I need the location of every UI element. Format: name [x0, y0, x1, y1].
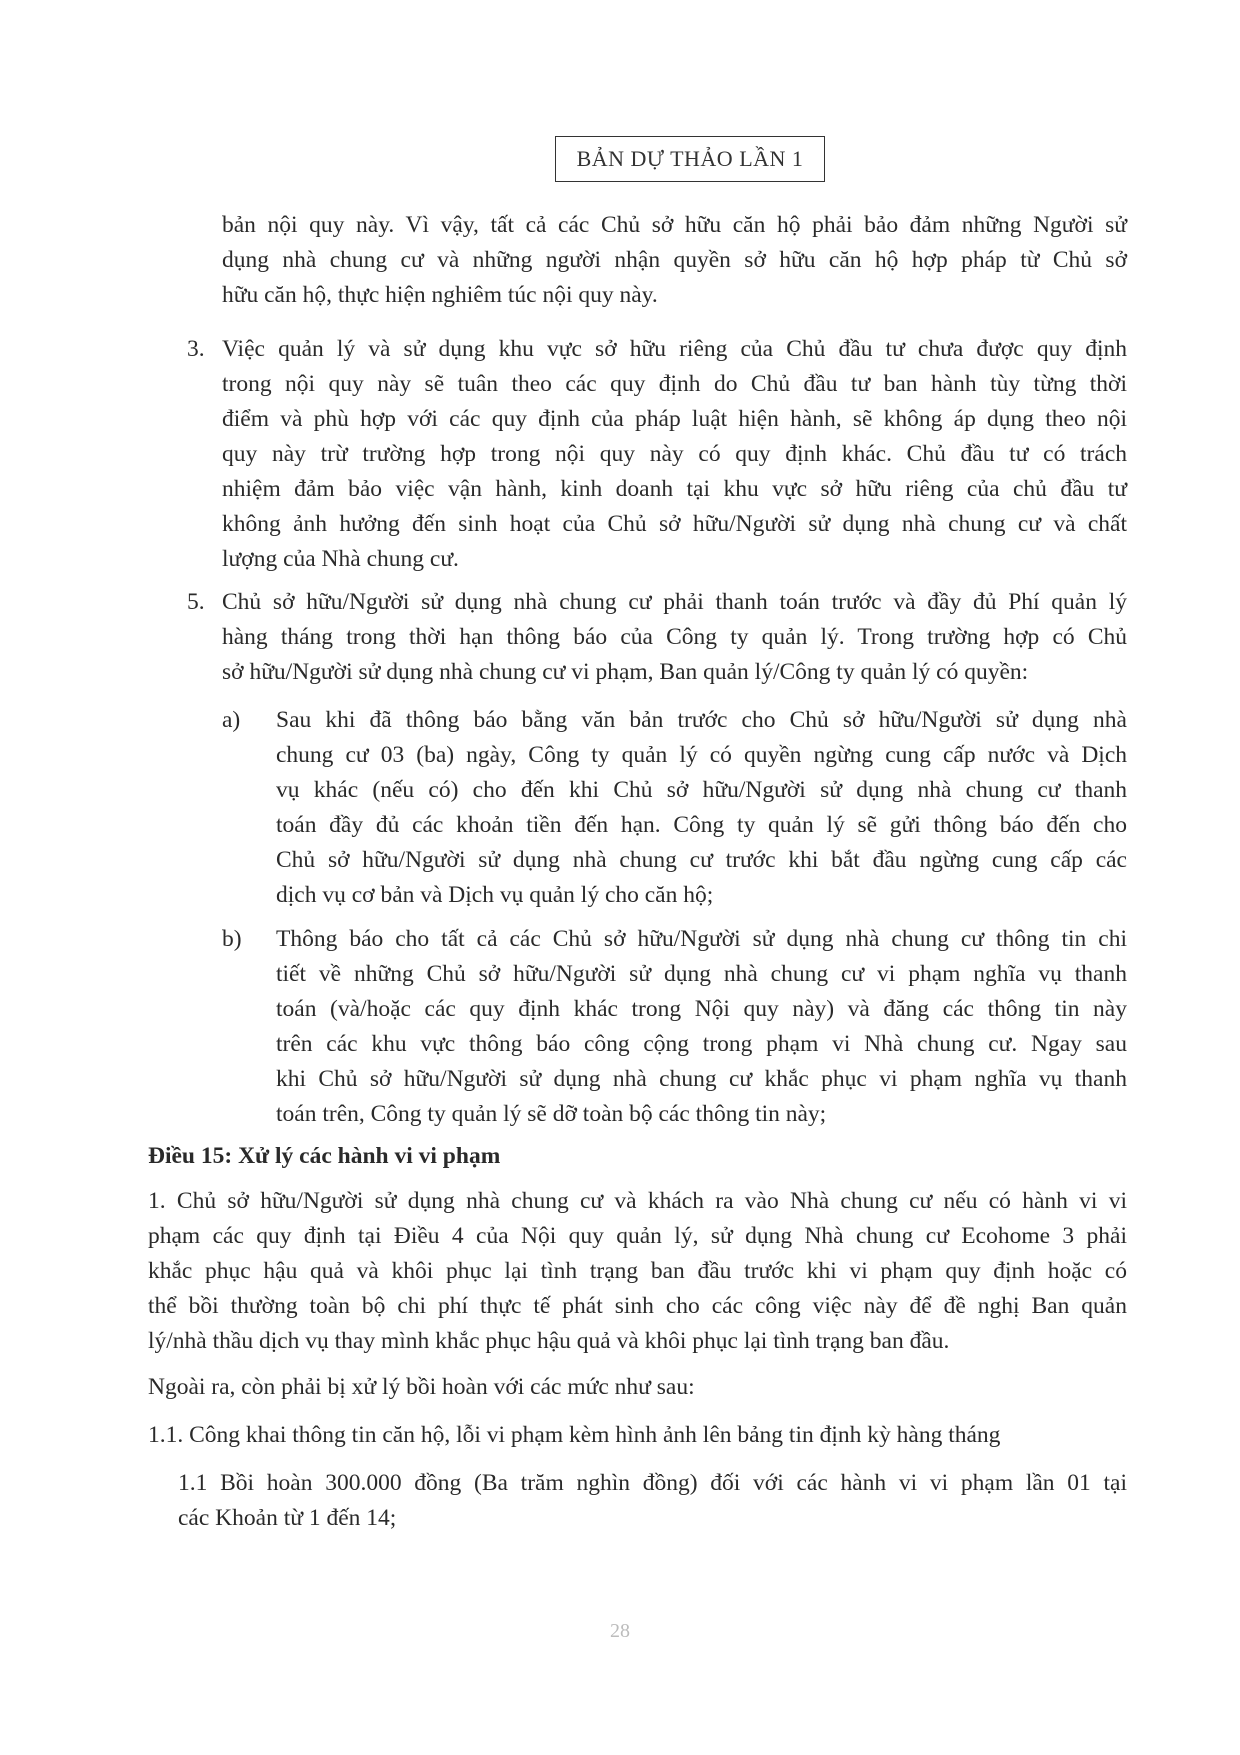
item-5-paragraph — [222, 585, 1127, 690]
sub-item-a-paragraph — [276, 703, 1127, 913]
text-line: dụng nhà chung cư và những người nhận quyền sở hữu căn hộ hợp pháp từ Chủ sở — [222, 247, 1127, 273]
text-line: các Khoản từ 1 đến 14; — [178, 1505, 397, 1531]
text-line: điểm và phù hợp với các quy định của pháp luật hiện hành, sẽ không áp dụng theo nội — [222, 406, 1127, 432]
text-line: nhiệm đảm bảo việc vận hành, kinh doanh tại khu vực sở hữu riêng của chủ đầu tư — [222, 476, 1127, 502]
article-heading: Điều 15: Xử lý các hành vi vi phạm — [148, 1143, 501, 1169]
text-line: thể bồi thường toàn bộ chi phí thực tế phát sinh cho các công việc này để đề nghị Ban quản — [148, 1293, 1127, 1319]
sub-item-label: a) — [222, 707, 241, 733]
continuation-paragraph — [222, 208, 1127, 313]
text-line: toán trên, Công ty quản lý sẽ dỡ toàn bộ các thông tin này; — [276, 1101, 827, 1127]
text-line: Việc quản lý và sử dụng khu vực sở hữu riêng của Chủ đầu tư chưa được quy định — [222, 336, 1127, 362]
text-line: dịch vụ cơ bản và Dịch vụ quản lý cho căn hộ; — [276, 882, 714, 908]
draft-label-box — [555, 136, 825, 182]
text-line: Thông báo cho tất cả các Chủ sở hữu/Người sử dụng nhà chung cư thông tin chi — [276, 926, 1127, 952]
draft-label: BẢN DỰ THẢO LẦN 1 — [576, 146, 804, 171]
text-line: khắc phục hậu quả và khôi phục lại tình trạng ban đầu trước khi vi phạm quy định hoặc có — [148, 1258, 1127, 1284]
text-line: toán đầy đủ các khoản tiền đến hạn. Công ty quản lý sẽ gửi thông báo đến cho — [276, 812, 1127, 838]
text-line: vụ khác (nếu có) cho đến khi Chủ sở hữu/Người sử dụng nhà chung cư thanh — [276, 777, 1127, 803]
text-line: hữu căn hộ, thực hiện nghiêm túc nội quy này. — [222, 282, 658, 308]
item-3-paragraph — [222, 332, 1127, 577]
item-number: 5. — [187, 589, 205, 615]
sub-item-b-paragraph — [276, 922, 1127, 1132]
page-number: 28 — [610, 1620, 630, 1642]
text-line: hàng tháng trong thời hạn thông báo của Công ty quản lý. Trong trường hợp có Chủ — [222, 624, 1127, 650]
text-line: Chủ sở hữu/Người sử dụng nhà chung cư trước khi bắt đầu ngừng cung cấp các — [276, 847, 1127, 873]
text-line: bản nội quy này. Vì vậy, tất cả các Chủ sở hữu căn hộ phải bảo đảm những Người sử — [222, 212, 1127, 238]
text-line: 1.1 Bồi hoàn 300.000 đồng (Ba trăm nghìn đồng) đối với các hành vi vi phạm lần 01 tại — [178, 1470, 1127, 1496]
text-line: trên các khu vực thông báo công cộng trong phạm vi Nhà chung cư. Ngay sau — [276, 1031, 1127, 1057]
text-line: Chủ sở hữu/Người sử dụng nhà chung cư phải thanh toán trước và đầy đủ Phí quản lý — [222, 589, 1127, 615]
sub-item-label: b) — [222, 926, 242, 952]
article-15-paragraph-2: Ngoài ra, còn phải bị xử lý bồi hoàn với các mức như sau: — [148, 1374, 695, 1400]
text-line: lý/nhà thầu dịch vụ thay mình khắc phục hậu quả và khôi phục lại tình trạng ban đầu. — [148, 1328, 950, 1354]
article-15-paragraph-1 — [148, 1184, 1127, 1359]
text-line: quy này trừ trường hợp trong nội quy này có quy định khác. Chủ đầu tư có trách — [222, 441, 1127, 467]
text-line: sở hữu/Người sử dụng nhà chung cư vi phạm, Ban quản lý/Công ty quản lý có quyền: — [222, 659, 1029, 685]
text-line: toán (và/hoặc các quy định khác trong Nội quy này) và đăng các thông tin này — [276, 996, 1127, 1022]
text-line: tiết về những Chủ sở hữu/Người sử dụng nhà chung cư vi phạm nghĩa vụ thanh — [276, 961, 1127, 987]
text-line: trong nội quy này sẽ tuân theo các quy định do Chủ đầu tư ban hành tùy từng thời — [222, 371, 1127, 397]
article-15-paragraph-3: 1.1. Công khai thông tin căn hộ, lỗi vi phạm kèm hình ảnh lên bảng tin định kỳ hàng tháng — [148, 1422, 1001, 1448]
item-number: 3. — [187, 336, 205, 362]
article-15-paragraph-4 — [178, 1466, 1127, 1536]
text-line: khi Chủ sở hữu/Người sử dụng nhà chung cư khắc phục vi phạm nghĩa vụ thanh — [276, 1066, 1127, 1092]
text-line: Sau khi đã thông báo bằng văn bản trước cho Chủ sở hữu/Người sử dụng nhà — [276, 707, 1127, 733]
text-line: phạm các quy định tại Điều 4 của Nội quy quản lý, sử dụng Nhà chung cư Ecohome 3 phải — [148, 1223, 1127, 1249]
text-line: chung cư 03 (ba) ngày, Công ty quản lý có quyền ngừng cung cấp nước và Dịch — [276, 742, 1127, 768]
text-line: lượng của Nhà chung cư. — [222, 546, 459, 572]
text-line: 1. Chủ sở hữu/Người sử dụng nhà chung cư và khách ra vào Nhà chung cư nếu có hành vi vi — [148, 1188, 1127, 1214]
text-line: không ảnh hưởng đến sinh hoạt của Chủ sở hữu/Người sử dụng nhà chung cư và chất — [222, 511, 1127, 537]
